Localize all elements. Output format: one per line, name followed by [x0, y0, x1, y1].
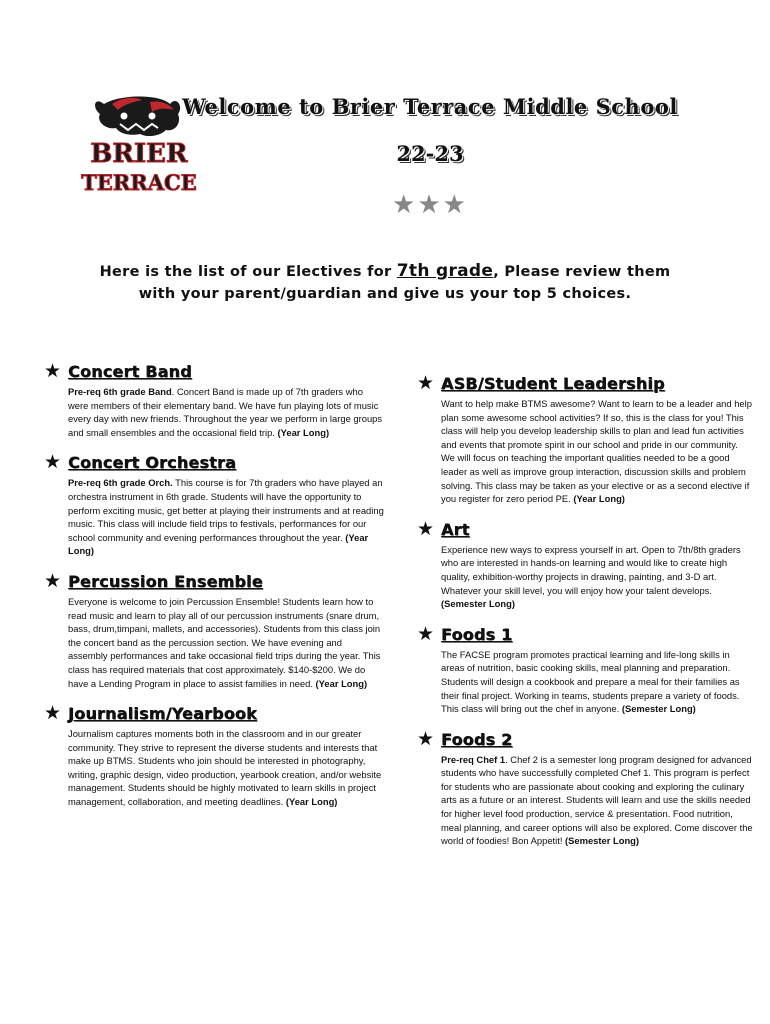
- elective-duration: (Year Long): [315, 677, 368, 689]
- elective-description: [68, 385, 384, 439]
- elective-text: Everyone is welcome to join Percussion Ensemble! Students learn how to read music and learn to play all of our percussion instruments (snare drum, bass, drum,timpani, mallets, and accessories). Students from this class join the concert band as the percussion section. We have evening and assembly performances and take occasional field trips during the year. This class has required materials that cost approximately. $140-$200. We do have a Lending Program in place to assist families in need.: [68, 595, 381, 689]
- logo-text-bottom: TERRACE: [81, 170, 197, 195]
- elective-foods-2: [417, 727, 753, 848]
- elective-title: ASB/Student Leadership: [441, 374, 665, 393]
- elective-description: [68, 595, 384, 690]
- elective-description: [441, 397, 753, 506]
- elective-duration: (Semester Long): [441, 598, 515, 610]
- star-bullet-icon: ★: [417, 622, 435, 645]
- elective-title: Percussion Ensemble: [68, 571, 263, 591]
- elective-title: Foods 1: [441, 624, 513, 644]
- intro-grade: 7th grade: [396, 261, 494, 281]
- decorative-stars: ★★★: [392, 190, 468, 220]
- elective-text: . Chef 2 is a semester long program designed for advanced students who have successfully completed Chef 1. This program is perfect for students who are passionate about cooking and exploring the culinary arts as a future or an interest. Students will learn and use the skills needed for higher level food production, service & presentation. Food nutrition, meal planning, and career options will also be explored. Come discover the world of foodies! Bon Appetit!: [441, 753, 753, 847]
- elective-duration: (Semester Long): [621, 703, 696, 715]
- electives-left-column: [44, 362, 384, 823]
- elective-prereq: Pre-req 6th grade Band: [68, 386, 172, 397]
- logo-text-top: BRIER: [90, 139, 188, 169]
- elective-duration: (Year Long): [68, 531, 369, 557]
- elective-description: [441, 543, 753, 611]
- star-bullet-icon: ★: [44, 569, 62, 592]
- intro-text: [90, 260, 680, 305]
- elective-duration: (Year Long): [285, 796, 338, 808]
- elective-text: Journalism captures moments both in the classroom and in our greater community. They strive to represent the diverse students and interests that make up BTMS. Students who join should be interested in photography, writing, graphic design, video production, yearbook creation, and/or website management. Students should be highly motivated to learn skills in project management, collaboration, and meeting deadlines.: [68, 728, 382, 808]
- star-bullet-icon: ★: [417, 517, 435, 540]
- star-bullet-icon: ★: [417, 372, 435, 394]
- school-year: 22-23: [396, 141, 464, 166]
- elective-description: [441, 648, 753, 716]
- elective-asb-student-leadership: [417, 374, 753, 506]
- elective-prereq: Pre-req Chef 1: [441, 753, 506, 765]
- elective-duration: (Year Long): [277, 426, 330, 438]
- intro-before: Here is the list of our Electives for: [99, 264, 397, 280]
- star-bullet-icon: ★: [44, 451, 62, 474]
- elective-description: [68, 476, 384, 558]
- elective-title: Foods 2: [441, 729, 513, 749]
- elective-text: This course is for 7th graders who have played an orchestra instrument in 6th grade. Students will have the opportunity to perform exciting music, get better at playing their instruments and at reading music. This class will include field trips to festivals, performances for our school community and evening performances throughout the year.: [68, 477, 384, 543]
- star-bullet-icon: ★: [417, 727, 435, 750]
- elective-prereq: Pre-req 6th grade Orch.: [68, 477, 173, 489]
- star-bullet-icon: ★: [44, 360, 62, 382]
- elective-concert-orchestra: [44, 453, 384, 558]
- elective-text: The FACSE program promotes practical learning and life-long skills in areas of nutrition, basic cooking skills, meal planning and preparation. Students will design a cookbook and prepare a meal for their families as their final project. Working in teams, students prepare a variety of foods. This class will bring out the chef in anyone.: [441, 648, 740, 715]
- electives-right-column: [417, 374, 753, 862]
- elective-title: Journalism/Yearbook: [68, 704, 257, 724]
- elective-foods-1: [417, 622, 753, 716]
- page-title: Welcome to Brier Terrace Middle School: [182, 94, 678, 119]
- elective-title: Concert Orchestra: [68, 453, 237, 473]
- elective-title: Art: [441, 519, 470, 539]
- elective-art: [417, 517, 753, 611]
- elective-journalism-yearbook: [44, 704, 384, 809]
- elective-text: . Concert Band is made up of 7th graders who were members of their elementary band. We have fun playing lots of music every day with new friends. Throughout the year we perform in large groups and small ensembles and the occasional field trip.: [68, 386, 383, 438]
- elective-text: Want to help make BTMS awesome? Want to learn to be a leader and help plan some awesome school activities? If so, this is the class for you! This class will help you develop leadership skills to plan and lead fun activities and events that promote spirit in our school and pride in our community. We will focus on teaching the important qualities needed to be a good leader as well as improve group interaction, discussion skills and problem solving. This class may be taken as your elective or as a second elective if you register for zero period PE.: [441, 398, 752, 505]
- elective-percussion-ensemble: [44, 569, 384, 690]
- elective-duration: (Year Long): [573, 493, 625, 505]
- elective-description: [441, 753, 753, 848]
- elective-description: [68, 727, 384, 809]
- elective-text: Experience new ways to express yourself in art. Open to 7th/8th graders who are interested in hands-on learning and would like to create high quality, exhibition-worthy projects in drawing, painting, and 3-D art. Whatever your skill level, you will enjoy how your talent develops.: [441, 543, 741, 596]
- elective-duration: (Semester Long): [565, 835, 640, 847]
- star-bullet-icon: ★: [44, 702, 62, 725]
- intro-after: , Please review them with your parent/guardian and give us your top 5 choices.: [138, 264, 671, 302]
- elective-concert-band: [44, 362, 384, 439]
- elective-title: Concert Band: [68, 362, 192, 381]
